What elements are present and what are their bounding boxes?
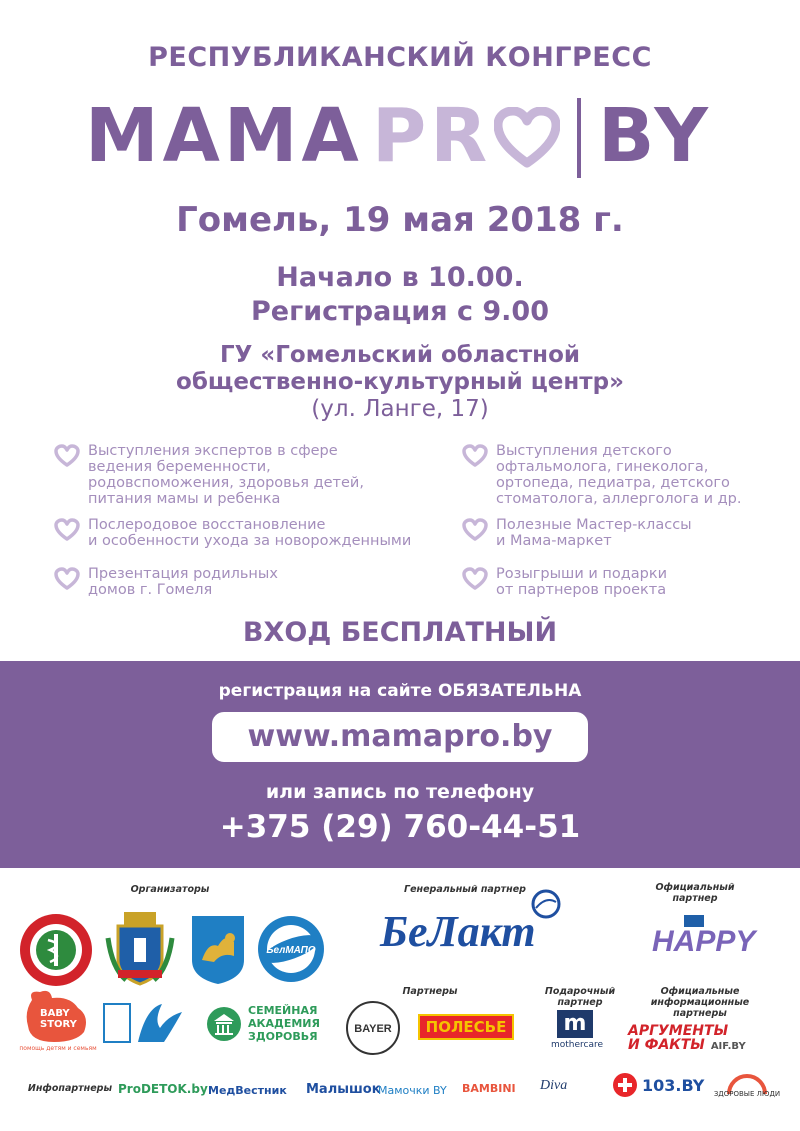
registration-band	[0, 661, 800, 868]
partners-label: Партнеры	[402, 986, 458, 997]
zdorovye-lyudi-logo	[712, 1064, 782, 1108]
heart-bullet-icon	[462, 444, 488, 468]
heart-bullet-icon	[462, 567, 488, 591]
baby-story-line1: BABY	[40, 1008, 70, 1019]
bambini-logo: BAMBINI	[462, 1082, 516, 1095]
feature-item	[462, 443, 741, 507]
zdorovye-lyudi-text: ЗДОРОВЫЕ ЛЮДИ	[713, 1090, 781, 1098]
medvestnik-logo: МедВестник	[208, 1084, 287, 1097]
gomel-city-coat-of-arms	[188, 912, 248, 986]
logo-by-text: BY	[598, 93, 712, 179]
baby-story-text	[40, 1008, 77, 1030]
event-start-time: Начало в 10.00.	[276, 262, 524, 293]
103by-text: 103.BY	[642, 1075, 705, 1095]
bellakt-globe-icon	[530, 888, 562, 920]
103by-cross-icon	[612, 1072, 638, 1098]
feature-text: Презентация родильных домов г. Гомеля	[88, 566, 278, 598]
official-info-partners-label: Официальные информационные партнеры	[650, 986, 750, 1019]
heart-bullet-icon	[54, 444, 80, 468]
feature-text: Выступления экспертов в сфере ведения беременности, родовспоможения, здоровья детей, питания мамы и ребенка	[88, 443, 364, 507]
academy-text	[248, 1004, 320, 1043]
bzh-logo	[102, 998, 192, 1048]
mothercare-mark: m	[557, 1010, 593, 1038]
heart-bullet-icon	[54, 518, 80, 542]
feature-item	[462, 566, 667, 598]
academy-line3: ЗДОРОВЬЯ	[248, 1030, 318, 1043]
belmapo-text: БелМАПО	[266, 945, 316, 956]
feature-item	[54, 517, 411, 549]
bellakt-logo	[380, 888, 580, 958]
feature-item	[462, 517, 692, 549]
academy-line1: СЕМЕЙНАЯ	[248, 1004, 318, 1017]
heart-bullet-icon	[54, 567, 80, 591]
mothercare-text: mothercare	[550, 1040, 604, 1050]
mamochki-logo: Мамочки BY	[378, 1084, 447, 1097]
feature-text: Послеродовое восстановление и особенности ухода за новорожденными	[88, 517, 412, 549]
aif-url: AIF.BY	[710, 1041, 746, 1052]
feature-item	[54, 443, 364, 507]
academy-line2: АКАДЕМИЯ	[248, 1017, 320, 1030]
venue-line-2: общественно-культурный центр»	[176, 369, 624, 395]
baby-story-logo	[18, 988, 98, 1056]
gift-partner-label: Подарочный партнер	[544, 986, 616, 1008]
congress-subtitle: РЕСПУБЛИКАНСКИЙ КОНГРЕСС	[148, 42, 652, 73]
feature-item	[54, 566, 278, 598]
feature-text: Розыгрыши и подарки от партнеров проекта	[496, 566, 668, 598]
polesie-logo: ПОЛЕСЬЕ	[418, 1014, 514, 1040]
family-health-academy-logo	[206, 1002, 326, 1048]
academy-building-icon	[206, 1006, 242, 1042]
heart-bullet-icon	[462, 518, 488, 542]
feature-text: Полезные Мастер-классы и Мама-маркет	[496, 517, 692, 549]
bayer-text: BAYER	[354, 1023, 392, 1035]
bayer-logo	[345, 1000, 401, 1056]
belmapo-logo	[256, 914, 326, 984]
feature-text: Выступления детского офтальмолога, гинеколога, ортопеда, педиатра, детского стоматолога, аллерголога и др.	[496, 443, 742, 507]
bellakt-text: БеЛакт	[380, 907, 536, 956]
aif-logo	[628, 1024, 758, 1058]
website-link[interactable]: www.mamapro.by	[212, 712, 588, 762]
organizers-label: Организаторы	[130, 884, 210, 895]
mothercare-logo	[547, 1010, 607, 1054]
happy-logo	[650, 915, 756, 975]
malyshok-logo: Малышок	[306, 1082, 381, 1097]
logo-pro-text: PR	[372, 93, 492, 179]
diva-logo: Diva	[540, 1078, 568, 1093]
general-partner-label: Генеральный партнер	[404, 884, 526, 895]
aif-line2: И ФАКТЫ	[628, 1037, 705, 1053]
logo-heart-icon	[494, 107, 560, 169]
phone-number[interactable]: +375 (29) 760-44-51	[219, 809, 581, 845]
phone-caption: или запись по телефону	[265, 781, 535, 803]
baby-story-line2: STORY	[40, 1019, 77, 1030]
free-entry-heading: ВХОД БЕСПЛАТНЫЙ	[242, 617, 558, 648]
venue-address: (ул. Ланге, 17)	[311, 396, 489, 422]
prodetok-logo: ProDETOK.by	[118, 1082, 208, 1096]
gomel-region-coat-of-arms	[104, 908, 176, 986]
mamapro-logo	[0, 92, 800, 182]
registration-note: регистрация на сайте ОБЯЗАТЕЛЬНА	[218, 681, 582, 701]
103by-logo	[612, 1072, 704, 1098]
happy-text: HAPPY	[652, 925, 756, 958]
logo-mama-text: MAMA	[85, 93, 363, 179]
info-partners-label: Инфопартнеры	[27, 1083, 113, 1094]
logo-divider	[577, 98, 581, 178]
ministry-health-logo	[18, 912, 94, 988]
official-partner-label: Официальный партнер	[655, 882, 735, 904]
venue-line-1: ГУ «Гомельский областной	[220, 342, 580, 368]
event-registration-time: Регистрация с 9.00	[250, 296, 549, 327]
baby-story-tagline: помощь детям и семьям	[19, 1045, 97, 1052]
aif-line1: АРГУМЕНТЫ	[628, 1023, 729, 1039]
event-date: Гомель, 19 мая 2018 г.	[176, 200, 624, 240]
